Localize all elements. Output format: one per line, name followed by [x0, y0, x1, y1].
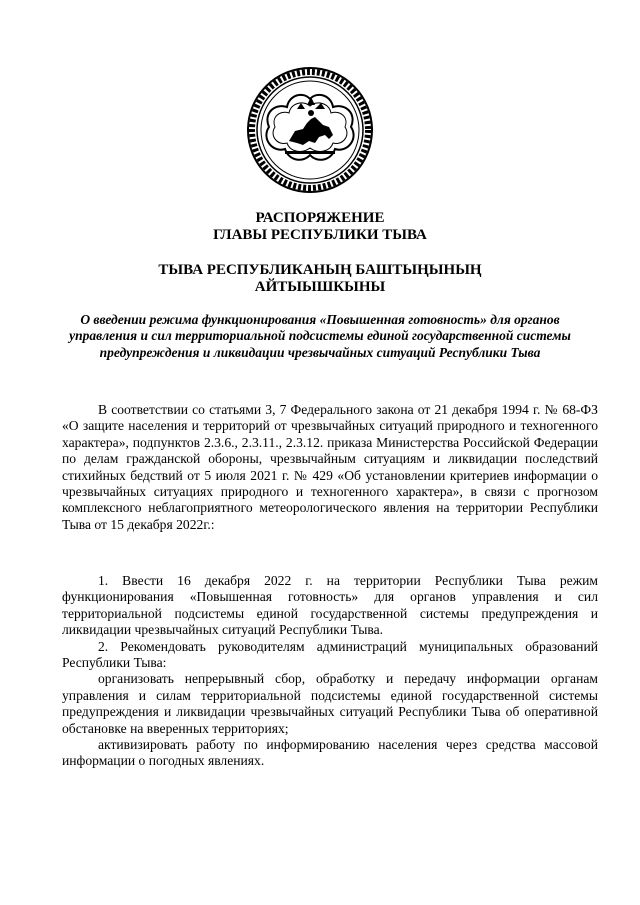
- document-title-tuvan-2: АЙТЫЫШКЫНЫ: [254, 279, 386, 295]
- item-2-paragraph: 2. Рекомендовать руководителям администраций муниципальных образований Республики Тыва:: [62, 638, 598, 671]
- document-title-issuer: ГЛАВЫ РЕСПУБЛИКИ ТЫВА: [213, 227, 427, 243]
- document-subject: О введении режима функционирования «Повышенная готовность» для органов управления и сил территориальной подсистемы единой государственной системы предупреждения и ликвидации чрезвычайных ситуаций Республики Тыва: [69, 312, 571, 360]
- document-title: РАСПОРЯЖЕНИЕ: [255, 210, 385, 226]
- item-2-subpoint-2: активизировать работу по информированию населения через средства массовой информации о погодных явлениях.: [62, 737, 598, 769]
- intro-paragraph: В соответствии со статьями 3, 7 Федерального закона от 21 декабря 1994 г. № 68-ФЗ «О защите населения и территорий от чрезвычайных ситуаций природного и техногенного характера», подпунктов 2.3.6., 2.3.11., 2.3.12. приказа Министерства Российской Федерации по делам гражданской обороны, чрезвычайным ситуациям и ликвидации последствий стихийных бедствий от 5 июля 2021 г. № 429 «Об установлении критериев информации о чрезвычайных ситуациях природного и техногенного характера», в связи с прогнозом комплексного неблагоприятного метеорологического явления на территории Республики Тыва от 15 декабря 2022г.:: [62, 402, 598, 532]
- item-1-paragraph: 1. Ввести 16 декабря 2022 г. на территории Республики Тыва режим функционирования «Повышенная готовность» для органов управления и сил территориальной подсистемы единой государственной системы предупреждения и ликвидации чрезвычайных ситуаций Республики Тыва.: [62, 573, 598, 638]
- item-2-subpoint-1: организовать непрерывный сбор, обработку и передачу информации органам управления и силам территориальной подсистемы единой государственной системы предупреждения и ликвидации чрезвычайных ситуаций Республики Тыва об оперативной обстановке на вверенных территориях;: [62, 671, 598, 736]
- republic-emblem: [245, 65, 375, 195]
- document-title-tuvan: ТЫВА РЕСПУБЛИКАНЫҢ БАШТЫҢЫНЫҢ: [158, 262, 482, 278]
